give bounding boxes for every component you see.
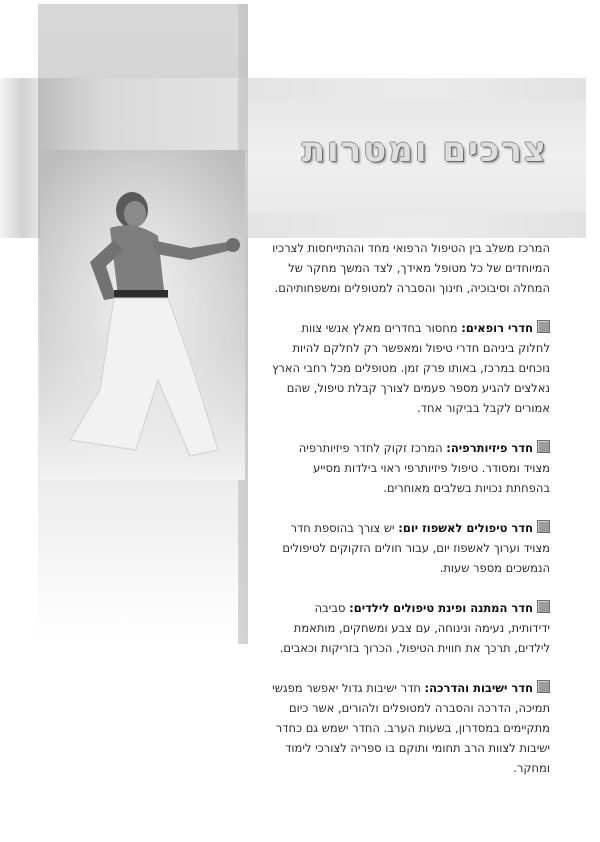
section-heading: חדר ישיבות והדרכה:: [424, 681, 533, 695]
section-text: מחסור בחדרים מאלץ אנשי צוות לחלוק ביניהם חדרי טיפול ומאפשר רק לחלקם להיות נוכחים במרכז, באותו פרק זמן. מטופלים מכל רחבי הארץ נאלצים להגיע מספר פעמים לצורך קבלת טיפול, שהם אמורים לקבל בביקור אחד.: [272, 321, 550, 415]
section-heading: חדר המתנה ופינת טיפולים לילדים:: [349, 601, 533, 615]
section-doctors-rooms: [270, 318, 550, 418]
section-text: סביבה ידידותית, נעימה ונינוחה, עם צבע ומשחקים, מותאמת לילדים, תרכך את חווית הטיפול, הכרוך בזריקות וכאבים.: [279, 601, 550, 655]
content-column: [270, 238, 550, 798]
intro-paragraph: המרכז משלב בין הטיפול הרפואי מחד וההתייחסות לצרכיו המיוחדים של כל מטופל מאידך, לצד המשך מחקר של המחלה וסיבוכיה, חינוך והסברה למטופלים ומשפחותיהם.: [272, 241, 550, 295]
section-text: יש צורך בהוספת חדר מצויד וערוך לאשפוז יום, עבור חולים הזקוקים לטיפולים הנמשכים מספר שעות.: [282, 521, 550, 575]
section-text: המרכז זקוק לחדר פיזיותרפיה מצויד ומסודר. טיפול פיזיותרפי ראוי בילדות מסייע בהפחתת נכויות בשלבים מאוחרים.: [298, 441, 550, 495]
karate-photo: [40, 150, 245, 480]
section-physiotherapy: [270, 438, 550, 498]
page-title: צרכים ומטרות: [301, 130, 548, 170]
section-meeting-room: [270, 678, 550, 778]
section-waiting-room: [270, 598, 550, 658]
square-bullet-icon: [537, 320, 550, 333]
square-bullet-icon: [537, 680, 550, 693]
section-text: חדר ישיבות גדול יאפשר מפגשי תמיכה, הדרכה והסברה למטופלים ולהורים, אשר כיום מתקיימים במסדרון, בשעות הערב. החדר ישמש גם כחדר ישיבות לצוות הרב תחומי ותוקם בו ספריה לצורכי לימוד ומחקר.: [272, 681, 550, 775]
square-bullet-icon: [537, 520, 550, 533]
square-bullet-icon: [537, 600, 550, 613]
section-day-care: [270, 518, 550, 578]
section-heading: חדרי רופאים:: [461, 321, 533, 335]
left-edge-band: [0, 78, 38, 238]
section-heading: חדר טיפולים לאשפוז יום:: [398, 521, 533, 535]
square-bullet-icon: [537, 440, 550, 453]
section-heading: חדר פיזיותרפיה:: [446, 441, 533, 455]
